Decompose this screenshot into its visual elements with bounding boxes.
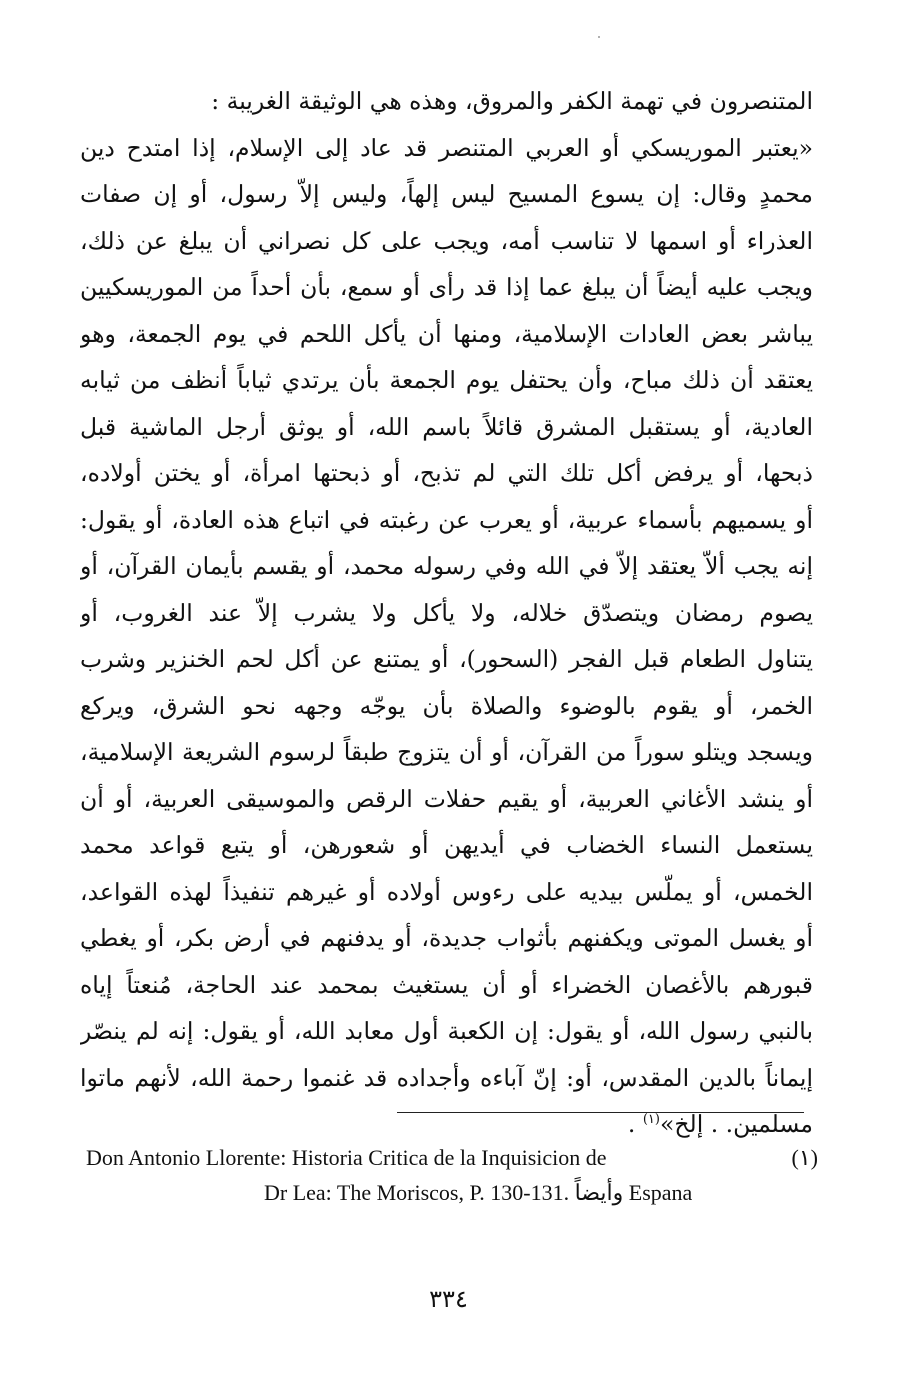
text-line: أو يغسل الموتى ويكفنهم بأثواب جديدة، أو يدفنهم في أرض بكر، أو يغطي — [80, 924, 813, 952]
text-line: أو يسميهم بأسماء عربية، أو يعرب عن رغبته في اتباع هذه العادة، أو يقول: — [80, 505, 813, 534]
footnote-reference[interactable]: (١) — [642, 1112, 660, 1128]
footnote — [86, 1140, 826, 1210]
text-line: بالنبي رسول الله، أو يقول: إن الكعبة أول معابد الله، أو يقول: إنه لم ينصّر — [80, 1017, 813, 1045]
text-line: محمدٍ وقال: إن يسوع المسيح ليس إلهاً، وليس إلاّ رسول، أو إن صفات — [80, 180, 813, 208]
text-line: يعتقد أن ذلك مباح، وأن يحتفل يوم الجمعة بأن يرتدي ثياباً أنظف من ثيابه — [80, 366, 813, 394]
footnote-line-1: Don Antonio Llorente: Historia Critica de la Inquisicion de — [86, 1145, 607, 1170]
text-line: الخمس، أو يملّس بيديه على رءوس أولاده أو غيرهم تنفيذاً لهذه القواعد، — [80, 877, 813, 906]
footnote-line-2 — [86, 1175, 826, 1210]
text-line: ذبحها، أو يرفض أكل تلك التي لم تذبح، أو ذبحتها امرأة، أو يختن أولاده، — [80, 459, 813, 487]
text-line: العادية، أو يستقبل المشرق قائلاً باسم الله، أو يوثق أرجل الماشية قبل — [80, 412, 813, 441]
text-line: «يعتبر الموريسكي أو العربي المتنصر قد عاد إلى الإسلام، إذا امتدح دين — [80, 133, 813, 162]
footnote-divider — [397, 1112, 804, 1113]
text-line: إنه يجب ألاّ يعتقد إلاّ في الله وفي رسوله محمد، أو يقسم بأيمان القرآن، أو — [80, 552, 813, 580]
text-line: الخمر، أو يقوم بالوضوء والصلاة بأن يوجّه وجهه نحو الشرق، ويركع — [80, 691, 813, 720]
text-line: يتناول الطعام قبل الفجر (السحور)، أو يمتنع عن أكل لحم الخنزير وشرب — [80, 645, 813, 673]
text-line: ويجب عليه أيضاً أن يبلغ عما إذا قد رأى أو سمع، بأن أحداً من الموريسكيين — [80, 273, 813, 301]
text-line: المتنصرون في تهمة الكفر والمروق، وهذه هي الوثيقة الغريبة : — [211, 87, 813, 115]
footnote-line-2-arabic: وأيضاً — [574, 1180, 624, 1205]
text-line-final-content: مسلمين. . إلخ» — [659, 1110, 813, 1138]
footnote-line-2-end: Espana — [628, 1180, 693, 1205]
scan-speck — [598, 36, 600, 38]
page-number: ٣٣٤ — [429, 1285, 468, 1313]
text-line: يباشر بعض العادات الإسلامية، ومنها أن يأكل اللحم في يوم الجمعة، وهو — [80, 319, 813, 348]
main-text-block — [80, 78, 813, 1148]
text-line: أو ينشد الأغاني العربية، أو يقيم حفلات الرقص والموسيقى العربية، أو أن — [80, 784, 813, 813]
text-line: يستعمل النساء الخضاب في أيديهن أو شعورهن، أو يتبع قواعد محمد — [80, 831, 813, 859]
text-line: قبورهم بالأغصان الخضراء أو أن يستغيث بمحمد عند الحاجة، مُنعتاً إياه — [80, 970, 813, 999]
footnote-line-2-citation: Dr Lea: The Moriscos, P. 130-131. — [264, 1180, 570, 1205]
text-line: إيماناً بالدين المقدس، أو: إنّ آباءه وأجداده قد غنموا رحمة الله، لأنهم ماتوا — [80, 1063, 813, 1092]
text-line: يصوم رمضان ويتصدّق خلاله، ولا يأكل ولا يشرب إلاّ عند الغروب، أو — [80, 598, 813, 627]
text-line: العذراء أو اسمها لا تناسب أمه، ويجب على كل نصراني أن يبلغ عن ذلك، — [80, 226, 813, 255]
text-line-final: مسلمين. . إلخ»$^{(١)}$ . — [627, 1110, 813, 1138]
text-line: ويسجد ويتلو سوراً من القرآن، أو أن يتزوج طبقاً لرسوم الشريعة الإسلامية، — [80, 738, 813, 766]
footnote-number: (١) — [791, 1145, 818, 1170]
